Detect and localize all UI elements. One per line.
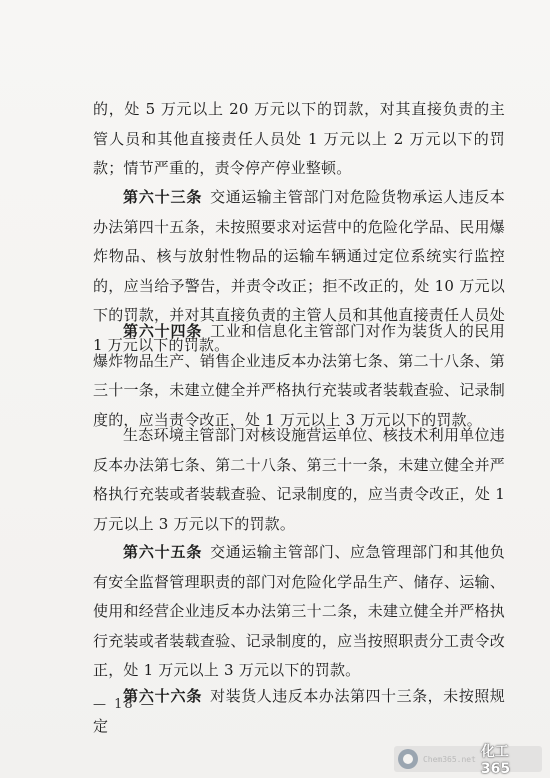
- watermark-logo: [394, 744, 542, 777]
- paragraph-article-65: [93, 538, 505, 686]
- article-65-text: 交通运输主管部门、应急管理部门和其他负有安全监督管理职责的部门对危险化学品生产、储存、运输、使用和经营企业违反本办法第三十二条，未建立健全并严格执行充装或者装载查验、记录制度的，应当按照职责分工责令改正，处 1 万元以上 3 万元以下的罚款。: [93, 543, 505, 679]
- article-64-text: 工业和信息化主管部门对作为装货人的民用爆炸物品生产、销售企业违反本办法第七条、第二十八条、第三十一条，未建立健全并严格执行充装或者装载查验、记录制度的，应当责令改正，处 1 万元以上 3 万元以下的罚款。: [93, 322, 505, 429]
- article-number-64: 第六十四条: [123, 322, 203, 340]
- page-number: — 18 —: [93, 697, 156, 712]
- paragraph-environment: [93, 421, 505, 539]
- paragraph-1: [93, 95, 505, 184]
- article-63-text: 交通运输主管部门对危险货物承运人违反本办法第四十五条，未按照要求对运营中的危险化学品、民用爆炸物品、核与放射性物品的运输车辆通过定位系统实行监控的，应当给予警告，并责令改正；拒不改正的，处 10 万元以下的罚款，并对其直接负责的主管人员和其他直接责任人员处 1 万元以下的罚款。: [93, 188, 505, 354]
- article-number-66: 第六十六条: [123, 687, 203, 705]
- paragraph-environment-text: 生态环境主管部门对核设施营运单位、核技术利用单位违反本办法第七条、第二十八条、第三十一条，未建立健全并严格执行充装或者装载查验、记录制度的，应当责令改正，处 1 万元以上 3 万元以下的罚款。: [93, 426, 505, 533]
- paragraph-1-text: 的，处 5 万元以上 20 万元以下的罚款，对其直接负责的主管人员和其他直接责任人员处 1 万元以上 2 万元以下的罚款；情节严重的，责令停产停业整顿。: [93, 100, 505, 177]
- article-number-65: 第六十五条: [123, 543, 203, 561]
- article-66-text: 对装货人违反本办法第四十三条，未按照规定: [93, 687, 505, 735]
- watermark-text: 化工365: [480, 744, 511, 777]
- article-number-63: 第六十三条: [123, 188, 203, 206]
- globe-icon: [398, 749, 418, 769]
- watermark-url: Chem365.net: [422, 754, 476, 764]
- paragraph-article-64: [93, 317, 505, 435]
